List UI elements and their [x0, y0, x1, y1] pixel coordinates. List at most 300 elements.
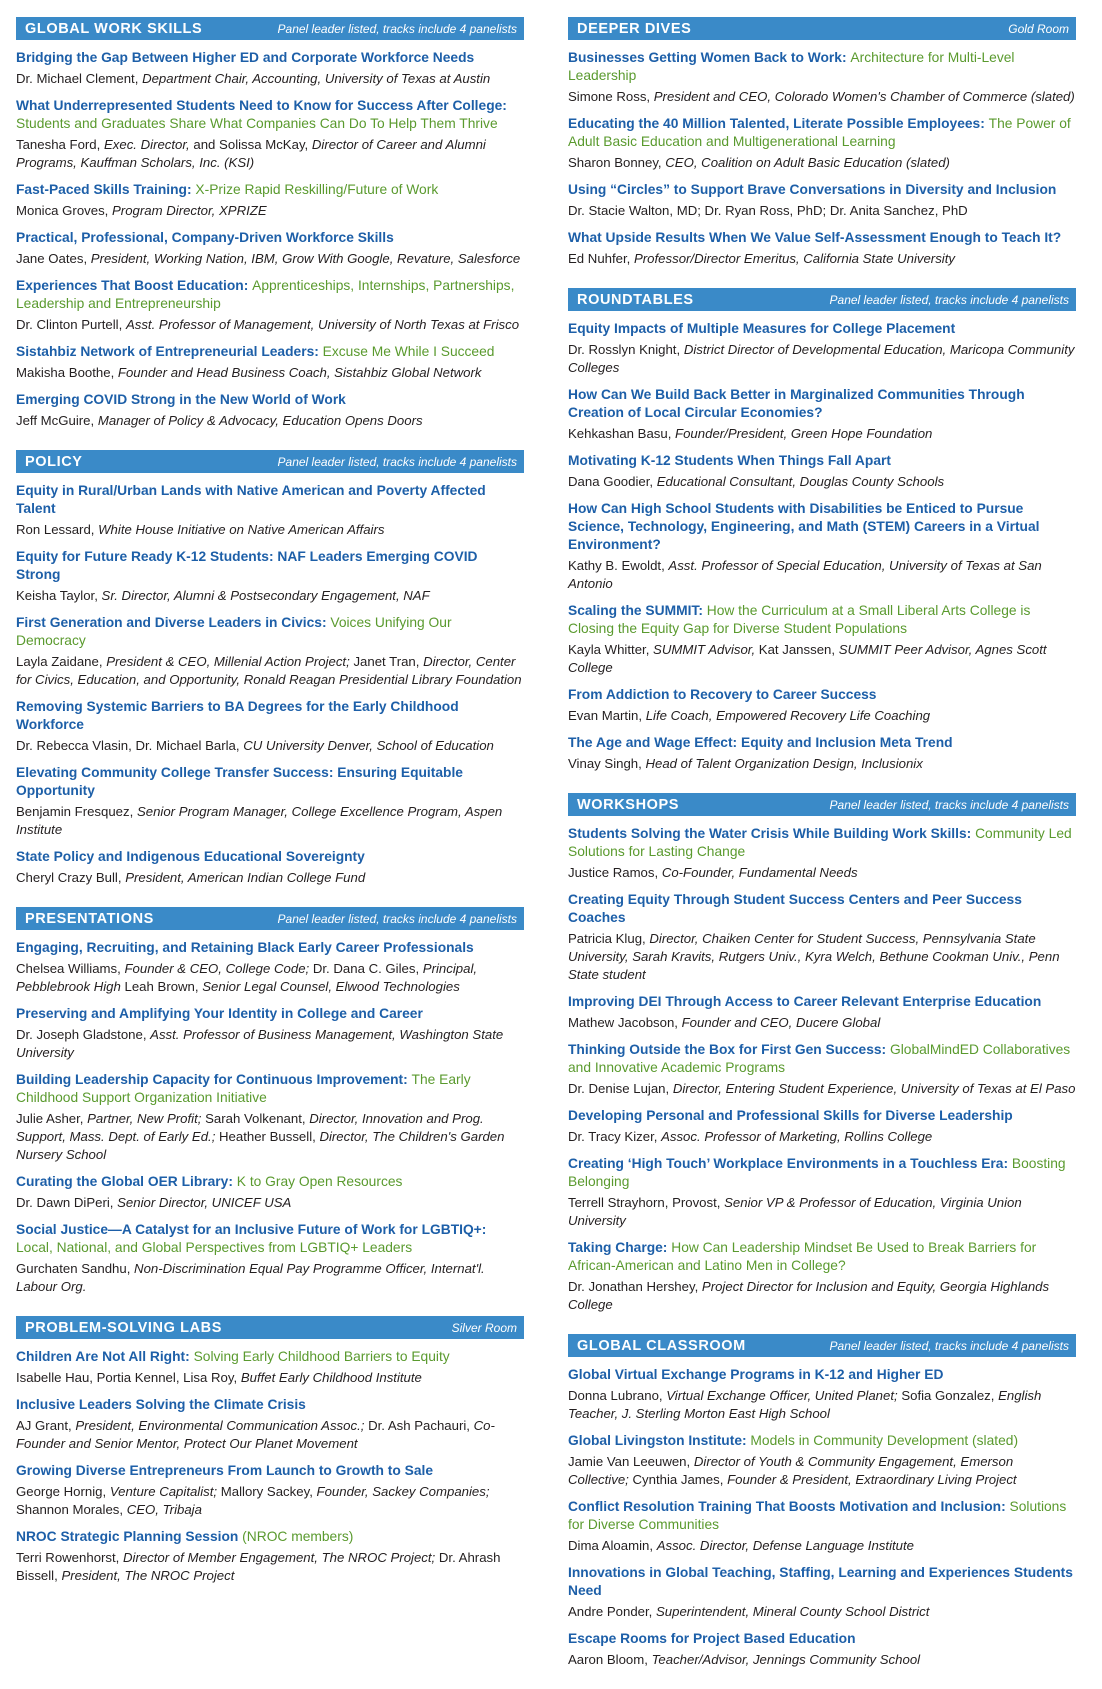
- speaker-role: Director, The Children's Garden Nursery School: [16, 1129, 505, 1162]
- session-title: [568, 320, 1076, 338]
- session-subtitle: Voices Unifying Our Democracy: [16, 615, 452, 648]
- speaker-role: CEO, Tribaja: [126, 1502, 202, 1517]
- speaker-name: Andre Ponder,: [568, 1604, 656, 1619]
- session-title-main: Global Livingston Institute:: [568, 1433, 751, 1448]
- session-title: [16, 277, 524, 313]
- session-speakers: [568, 1453, 1076, 1489]
- speaker-role: Asst. Professor of Special Education, University of Texas at San Antonio: [568, 558, 1042, 591]
- speaker-name: Mathew Jacobson,: [568, 1015, 682, 1030]
- session-item: [568, 1432, 1076, 1489]
- speaker-name: Mallory Sackey,: [220, 1484, 317, 1499]
- session-item: [16, 1462, 524, 1519]
- session-title: [568, 825, 1076, 861]
- session-item: [16, 343, 524, 382]
- session-speakers: [568, 250, 1076, 268]
- speaker-name: Kayla Whitter,: [568, 642, 654, 657]
- session-title: [16, 1221, 524, 1257]
- speaker-role: Founder, Sackey Companies;: [316, 1484, 490, 1499]
- speaker-name: and Solissa McKay,: [193, 137, 312, 152]
- session-speakers: [16, 1369, 524, 1387]
- speaker-role: Co-Founder, Fundamental Needs: [661, 865, 858, 880]
- speaker-name: Layla Zaidane,: [16, 654, 107, 669]
- speaker-role: Principal, Pebblebrook High: [16, 961, 478, 994]
- session-subtitle: Models in Community Development (slated): [750, 1433, 1019, 1448]
- speaker-name: Keisha Taylor,: [16, 588, 102, 603]
- speaker-name: Simone Ross,: [568, 89, 654, 104]
- speaker-role: Project Director for Inclusion and Equity, Georgia Highlands College: [568, 1279, 1050, 1312]
- session-title: [16, 1462, 524, 1480]
- session-speakers: [568, 1080, 1076, 1098]
- speaker-role: Director, Innovation and Prog. Support, Mass. Dept. of Early Ed.;: [16, 1111, 484, 1144]
- section-note: Panel leader listed, tracks include 4 panelists: [277, 911, 517, 926]
- speaker-role: President, Environmental Communication Assoc.;: [75, 1418, 369, 1433]
- session-title-main: Thinking Outside the Box for First Gen Success:: [568, 1042, 890, 1057]
- speaker-name: Dr. Denise Lujan,: [568, 1081, 673, 1096]
- speaker-role: Director, Entering Student Experience, University of Texas at El Paso: [672, 1081, 1076, 1096]
- section-title: GLOBAL CLASSROOM: [577, 1337, 746, 1354]
- session-title-main: Developing Personal and Professional Skills for Diverse Leadership: [568, 1108, 1013, 1123]
- session-speakers: [568, 930, 1076, 984]
- session-speakers: [568, 425, 1076, 443]
- session-speakers: [16, 136, 524, 172]
- speaker-role: Senior Legal Counsel, Elwood Technologies: [202, 979, 460, 994]
- session-title: [568, 49, 1076, 85]
- section-global-classroom: [568, 1334, 1076, 1669]
- speaker-name: Dr. Ahrash Bissell,: [16, 1550, 501, 1583]
- speaker-role: Professor/Director Emeritus, California State University: [633, 251, 955, 266]
- session-item: [568, 686, 1076, 725]
- speaker-name: Ron Lessard,: [16, 522, 99, 537]
- session-speakers: [568, 1537, 1076, 1555]
- session-title-main: What Upside Results When We Value Self-Assessment Enough to Teach It?: [568, 230, 1062, 245]
- session-title: [16, 698, 524, 734]
- session-speakers: [16, 202, 524, 220]
- section-note: Panel leader listed, tracks include 4 panelists: [277, 21, 517, 36]
- section-title: PRESENTATIONS: [25, 910, 154, 927]
- session-title-main: Creating ‘High Touch’ Workplace Environments in a Touchless Era:: [568, 1156, 1012, 1171]
- session-item: [16, 939, 524, 996]
- session-subtitle: X-Prize Rapid Reskilling/Future of Work: [195, 182, 439, 197]
- section-title: GLOBAL WORK SKILLS: [25, 20, 203, 37]
- session-subtitle: Solutions for Diverse Communities: [568, 1499, 1067, 1532]
- session-title-main: Sistahbiz Network of Entrepreneurial Leaders:: [16, 344, 323, 359]
- section-policy: [16, 450, 524, 887]
- session-title-main: Curating the Global OER Library:: [16, 1174, 237, 1189]
- speaker-name: Jeff McGuire,: [16, 413, 98, 428]
- speaker-role: Assoc. Director, Defense Language Institute: [656, 1538, 914, 1553]
- session-title-main: How Can We Build Back Better in Marginalized Communities Through Creation of Local Circular Economies?: [568, 387, 1025, 420]
- session-title: [16, 1528, 524, 1546]
- session-item: [16, 1348, 524, 1387]
- speaker-name: Cheryl Crazy Bull,: [16, 870, 126, 885]
- session-speakers: [16, 70, 524, 88]
- speaker-role: White House Initiative on Native American Affairs: [98, 522, 385, 537]
- session-title-main: Educating the 40 Million Talented, Literate Possible Employees:: [568, 116, 989, 131]
- session-item: [568, 1564, 1076, 1621]
- session-title-main: Creating Equity Through Student Success Centers and Peer Success Coaches: [568, 892, 1022, 925]
- session-title: [16, 848, 524, 866]
- session-speakers: [568, 864, 1076, 882]
- session-subtitle: GlobalMindED Collaboratives and Innovative Academic Programs: [568, 1042, 1071, 1075]
- session-item: [568, 115, 1076, 172]
- speaker-role: SUMMIT Advisor,: [653, 642, 759, 657]
- section-header: [568, 17, 1076, 40]
- session-title-main: How Can High School Students with Disabilities be Enticed to Pursue Science, Technology, Engineering, and Math (STEM) Careers in a Virtual Environment?: [568, 501, 1040, 552]
- speaker-name: Cynthia James,: [632, 1472, 728, 1487]
- session-title: [568, 452, 1076, 470]
- section-global-work-skills: [16, 17, 524, 430]
- session-subtitle: Solving Early Childhood Barriers to Equity: [193, 1349, 450, 1364]
- session-title: [568, 891, 1076, 927]
- session-item: [16, 1173, 524, 1212]
- speaker-role: Sr. Director, Alumni & Postsecondary Engagement, NAF: [101, 588, 430, 603]
- session-speakers: [568, 88, 1076, 106]
- session-title: [16, 1071, 524, 1107]
- speaker-role: Director, Chaiken Center for Student Success, Pennsylvania State University, Sarah Kravits, Rutgers Univ., Kyra Welch, Bethune Cookman Univ., Penn State student: [568, 931, 1060, 982]
- session-title: [568, 1366, 1076, 1384]
- session-title: [568, 1239, 1076, 1275]
- session-speakers: [16, 1260, 524, 1296]
- speaker-name: Isabelle Hau, Portia Kennel, Lisa Roy,: [16, 1370, 241, 1385]
- session-speakers: [16, 1110, 524, 1164]
- section-header: [568, 1334, 1076, 1357]
- session-title-main: Practical, Professional, Company-Driven Workforce Skills: [16, 230, 394, 245]
- session-speakers: [16, 1549, 524, 1585]
- session-item: [16, 49, 524, 88]
- session-title: [16, 229, 524, 247]
- session-title-main: Using “Circles” to Support Brave Conversations in Diversity and Inclusion: [568, 182, 1057, 197]
- session-title-main: Inclusive Leaders Solving the Climate Crisis: [16, 1397, 306, 1412]
- session-title-main: Children Are Not All Right:: [16, 1349, 194, 1364]
- speaker-role: Head of Talent Organization Design, Inclusionix: [645, 756, 923, 771]
- session-title-main: Social Justice—A Catalyst for an Inclusive Future of Work for LGBTIQ+:: [16, 1222, 487, 1237]
- session-subtitle: Architecture for Multi-Level Leadership: [568, 50, 1015, 83]
- session-title-main: Bridging the Gap Between Higher ED and Corporate Workforce Needs: [16, 50, 475, 65]
- session-item: [568, 734, 1076, 773]
- speaker-name: Patricia Klug,: [568, 931, 650, 946]
- session-title-main: Removing Systemic Barriers to BA Degrees for the Early Childhood Workforce: [16, 699, 459, 732]
- speaker-role: Founder & CEO, College Code;: [124, 961, 313, 976]
- speaker-name: Dima Aloamin,: [568, 1538, 657, 1553]
- speaker-name: Tanesha Ford,: [16, 137, 104, 152]
- session-title-main: Equity for Future Ready K-12 Students: NAF Leaders Emerging COVID Strong: [16, 549, 478, 582]
- session-title-main: Global Virtual Exchange Programs in K-12 and Higher ED: [568, 1367, 944, 1382]
- speaker-role: Manager of Policy & Advocacy, Education Opens Doors: [97, 413, 423, 428]
- speaker-name: Gurchaten Sandhu,: [16, 1261, 135, 1276]
- speaker-name: Dr. Tracy Kizer,: [568, 1129, 662, 1144]
- section-workshops: [568, 793, 1076, 1314]
- session-subtitle: The Power of Adult Basic Education and Multigenerational Learning: [568, 116, 1071, 149]
- speaker-role: CU University Denver, School of Education: [243, 738, 494, 753]
- section-presentations: [16, 907, 524, 1296]
- session-subtitle: K to Gray Open Resources: [236, 1174, 403, 1189]
- speaker-name: AJ Grant,: [16, 1418, 76, 1433]
- session-title: [16, 614, 524, 650]
- session-item: [568, 1107, 1076, 1146]
- session-subtitle: Apprenticeships, Internships, Partnerships, Leadership and Entrepreneurship: [16, 278, 515, 311]
- speaker-name: Sofia Gonzalez,: [901, 1388, 999, 1403]
- session-speakers: [568, 1387, 1076, 1423]
- session-speakers: [16, 316, 524, 334]
- section-problem-solving-labs: [16, 1316, 524, 1585]
- session-title: [16, 181, 524, 199]
- right-column: [568, 17, 1076, 1689]
- session-title: [16, 391, 524, 409]
- session-title: [16, 343, 524, 361]
- session-item: [568, 49, 1076, 106]
- section-title: ROUNDTABLES: [577, 291, 694, 308]
- session-title-main: Improving DEI Through Access to Career Relevant Enterprise Education: [568, 994, 1042, 1009]
- session-subtitle: Local, National, and Global Perspectives from LGBTIQ+ Leaders: [16, 1240, 413, 1255]
- session-title: [568, 686, 1076, 704]
- speaker-role: Buffet Early Childhood Institute: [240, 1370, 422, 1385]
- speaker-role: Director of Career and Alumni Programs, Kauffman Scholars, Inc. (KSI): [16, 137, 486, 170]
- session-item: [16, 698, 524, 755]
- session-title-main: Innovations in Global Teaching, Staffing, Learning and Experiences Students Need: [568, 1565, 1073, 1598]
- session-item: [16, 848, 524, 887]
- session-title: [16, 548, 524, 584]
- session-speakers: [568, 154, 1076, 172]
- session-title: [568, 181, 1076, 199]
- session-title: [568, 115, 1076, 151]
- speaker-role: Life Coach, Empowered Recovery Life Coaching: [645, 708, 931, 723]
- section-header: [568, 288, 1076, 311]
- session-title-main: Scaling the SUMMIT:: [568, 603, 707, 618]
- session-item: [568, 1239, 1076, 1314]
- speaker-name: Aaron Bloom,: [568, 1652, 652, 1667]
- session-item: [16, 1528, 524, 1585]
- speaker-role: President & CEO, Millenial Action Project;: [106, 654, 354, 669]
- session-speakers: [16, 412, 524, 430]
- session-speakers: [16, 587, 524, 605]
- speaker-role: Founder/President, Green Hope Foundation: [675, 426, 933, 441]
- speaker-role: District Director of Developmental Education, Maricopa Community Colleges: [568, 342, 1075, 375]
- session-title-main: Fast-Paced Skills Training:: [16, 182, 196, 197]
- speaker-role: Program Director, XPRIZE: [112, 203, 267, 218]
- session-item: [568, 1630, 1076, 1669]
- speaker-name: Dr. Rosslyn Knight,: [568, 342, 684, 357]
- session-title-main: NROC Strategic Planning Session: [16, 1529, 243, 1544]
- session-item: [16, 391, 524, 430]
- section-header: [16, 450, 524, 473]
- speaker-name: Janet Tran,: [353, 654, 424, 669]
- section-header: [16, 907, 524, 930]
- speaker-name: Sarah Volkenant,: [205, 1111, 310, 1126]
- session-speakers: [568, 341, 1076, 377]
- speaker-name: Terrell Strayhorn, Provost,: [568, 1195, 725, 1210]
- session-title: [568, 1630, 1076, 1648]
- session-title-main: Growing Diverse Entrepreneurs From Launch to Growth to Sale: [16, 1463, 434, 1478]
- session-subtitle: Community Led Solutions for Lasting Change: [568, 826, 1072, 859]
- speaker-name: Monica Groves,: [16, 203, 113, 218]
- speaker-name: Dr. Rebecca Vlasin, Dr. Michael Barla,: [16, 738, 244, 753]
- speaker-name: Dr. Stacie Walton, MD; Dr. Ryan Ross, PhD; Dr. Anita Sanchez, PhD: [568, 203, 968, 218]
- session-item: [568, 602, 1076, 677]
- session-title: [16, 1348, 524, 1366]
- speaker-name: Julie Asher,: [16, 1111, 88, 1126]
- speaker-name: Kat Janssen,: [758, 642, 839, 657]
- session-item: [568, 825, 1076, 882]
- session-item: [568, 181, 1076, 220]
- speaker-role: Director of Youth & Community Engagement, Emerson Collective;: [568, 1454, 1014, 1487]
- speaker-role: Director, Center for Civics, Education, and Opportunity, Ronald Reagan Presidential Library Foundation: [16, 654, 522, 687]
- speaker-name: Dr. Clinton Purtell,: [16, 317, 126, 332]
- section-note: Gold Room: [1008, 21, 1069, 36]
- section-roundtables: [568, 288, 1076, 773]
- session-title: [568, 500, 1076, 554]
- session-title: [16, 482, 524, 518]
- session-speakers: [16, 960, 524, 996]
- speaker-name: Chelsea Williams,: [16, 961, 125, 976]
- speaker-role: Department Chair, Accounting, University of Texas at Austin: [142, 71, 491, 86]
- speaker-role: Senior Program Manager, College Excellence Program, Aspen Institute: [16, 804, 503, 837]
- left-column: [16, 17, 524, 1605]
- speaker-role: President and CEO, Colorado Women's Chamber of Commerce (slated): [653, 89, 1075, 104]
- session-item: [16, 181, 524, 220]
- session-subtitle: Excuse Me While I Succeed: [322, 344, 495, 359]
- speaker-name: Benjamin Fresquez,: [16, 804, 137, 819]
- speaker-name: Sharon Bonney,: [568, 155, 666, 170]
- speaker-name: Dr. Jonathan Hershey,: [568, 1279, 702, 1294]
- session-item: [568, 452, 1076, 491]
- session-title-main: Elevating Community College Transfer Success: Ensuring Equitable Opportunity: [16, 765, 463, 798]
- session-item: [16, 277, 524, 334]
- session-subtitle: Students and Graduates Share What Companies Can Do To Help Them Thrive: [16, 116, 498, 131]
- speaker-role: SUMMIT Peer Advisor, Agnes Scott College: [568, 642, 1047, 675]
- session-subtitle: (NROC members): [242, 1529, 354, 1544]
- session-title-main: From Addiction to Recovery to Career Success: [568, 687, 877, 702]
- session-speakers: [568, 1278, 1076, 1314]
- speaker-role: Virtual Exchange Officer, United Planet;: [666, 1388, 902, 1403]
- session-speakers: [16, 803, 524, 839]
- session-item: [568, 320, 1076, 377]
- session-title: [568, 1432, 1076, 1450]
- session-title-main: Engaging, Recruiting, and Retaining Black Early Career Professionals: [16, 940, 474, 955]
- speaker-name: Dr. Dana C. Giles,: [312, 961, 423, 976]
- session-speakers: [16, 250, 524, 268]
- session-title: [16, 764, 524, 800]
- speaker-role: English Teacher, J. Sterling Morton East High School: [568, 1388, 1042, 1421]
- session-title: [568, 386, 1076, 422]
- speaker-role: Senior VP & Professor of Education, Virginia Union University: [568, 1195, 1022, 1228]
- session-title: [568, 1564, 1076, 1600]
- session-speakers: [568, 707, 1076, 725]
- section-deeper-dives: [568, 17, 1076, 268]
- speaker-role: President, The NROC Project: [61, 1568, 235, 1583]
- session-subtitle: The Early Childhood Support Organization Initiative: [16, 1072, 471, 1105]
- session-speakers: [16, 364, 524, 382]
- speaker-role: Asst. Professor of Management, University of North Texas at Frisco: [125, 317, 520, 332]
- session-speakers: [568, 755, 1076, 773]
- session-title-main: Motivating K-12 Students When Things Fall Apart: [568, 453, 891, 468]
- section-note: Panel leader listed, tracks include 4 panelists: [829, 797, 1069, 812]
- speaker-role: Exec. Director,: [103, 137, 194, 152]
- speaker-name: Makisha Boothe,: [16, 365, 118, 380]
- session-item: [16, 1396, 524, 1453]
- speaker-name: Leah Brown,: [124, 979, 203, 994]
- session-speakers: [16, 737, 524, 755]
- session-item: [568, 386, 1076, 443]
- speaker-role: Founder & President, Extraordinary Living Project: [727, 1472, 1017, 1487]
- section-note: Panel leader listed, tracks include 4 panelists: [829, 292, 1069, 307]
- speaker-name: Vinay Singh,: [568, 756, 646, 771]
- session-title-main: Emerging COVID Strong in the New World of Work: [16, 392, 346, 407]
- session-title-main: Students Solving the Water Crisis While Building Work Skills:: [568, 826, 976, 841]
- session-title-main: Equity Impacts of Multiple Measures for College Placement: [568, 321, 956, 336]
- speaker-role: Founder and Head Business Coach, Sistahbiz Global Network: [117, 365, 482, 380]
- session-title-main: What Underrepresented Students Need to Know for Success After College:: [16, 98, 507, 113]
- session-item: [568, 1366, 1076, 1423]
- session-item: [568, 891, 1076, 984]
- section-title: PROBLEM-SOLVING LABS: [25, 1319, 223, 1336]
- speaker-name: Shannon Morales,: [16, 1502, 127, 1517]
- session-speakers: [568, 202, 1076, 220]
- speaker-name: Dr. Ash Pachauri,: [368, 1418, 474, 1433]
- section-title: POLICY: [25, 453, 83, 470]
- session-title: [16, 1005, 524, 1023]
- session-item: [16, 1071, 524, 1164]
- session-title: [568, 1041, 1076, 1077]
- speaker-role: Senior Director, UNICEF USA: [117, 1195, 292, 1210]
- speaker-name: Heather Bussell,: [219, 1129, 320, 1144]
- section-header: [16, 1316, 524, 1339]
- section-note: Silver Room: [451, 1320, 517, 1335]
- session-item: [16, 1005, 524, 1062]
- speaker-name: Dr. Michael Clement,: [16, 71, 143, 86]
- speaker-role: Superintendent, Mineral County School District: [655, 1604, 930, 1619]
- speaker-name: George Hornig,: [16, 1484, 110, 1499]
- session-title: [568, 229, 1076, 247]
- session-title: [568, 734, 1076, 752]
- session-title: [16, 1173, 524, 1191]
- speaker-role: President, Working Nation, IBM, Grow With Google, Revature, Salesforce: [90, 251, 521, 266]
- session-title-main: Businesses Getting Women Back to Work:: [568, 50, 851, 65]
- speaker-name: Ed Nuhfer,: [568, 251, 634, 266]
- session-item: [16, 764, 524, 839]
- speaker-name: Terri Rowenhorst,: [16, 1550, 123, 1565]
- speaker-name: Jamie Van Leeuwen,: [568, 1454, 694, 1469]
- speaker-role: Director of Member Engagement, The NROC Project;: [123, 1550, 439, 1565]
- session-speakers: [16, 1417, 524, 1453]
- speaker-role: CEO, Coalition on Adult Basic Education (slated): [665, 155, 950, 170]
- speaker-role: Venture Capitalist;: [109, 1484, 221, 1499]
- session-title: [568, 602, 1076, 638]
- session-title-main: Building Leadership Capacity for Continuous Improvement:: [16, 1072, 412, 1087]
- session-title-main: Conflict Resolution Training That Boosts Motivation and Inclusion:: [568, 1499, 1010, 1514]
- speaker-role: Founder and CEO, Ducere Global: [681, 1015, 881, 1030]
- section-title: DEEPER DIVES: [577, 20, 692, 37]
- session-title-main: The Age and Wage Effect: Equity and Inclusion Meta Trend: [568, 735, 953, 750]
- session-item: [568, 993, 1076, 1032]
- speaker-role: Co-Founder and Senior Mentor, Protect Our Planet Movement: [16, 1418, 495, 1451]
- session-title-main: Equity in Rural/Urban Lands with Native American and Poverty Affected Talent: [16, 483, 486, 516]
- speaker-role: Partner, New Profit;: [87, 1111, 206, 1126]
- session-item: [568, 1041, 1076, 1098]
- speaker-role: Educational Consultant, Douglas County Schools: [656, 474, 945, 489]
- session-item: [16, 548, 524, 605]
- session-title-main: Taking Charge:: [568, 1240, 672, 1255]
- session-title-main: Preserving and Amplifying Your Identity in College and Career: [16, 1006, 423, 1021]
- speaker-role: Assoc. Professor of Marketing, Rollins College: [661, 1129, 933, 1144]
- session-title: [16, 49, 524, 67]
- section-header: [16, 17, 524, 40]
- speaker-name: Dana Goodier,: [568, 474, 657, 489]
- section-header: [568, 793, 1076, 816]
- speaker-name: Kehkashan Basu,: [568, 426, 676, 441]
- session-speakers: [568, 1194, 1076, 1230]
- session-item: [568, 500, 1076, 593]
- speaker-name: Evan Martin,: [568, 708, 646, 723]
